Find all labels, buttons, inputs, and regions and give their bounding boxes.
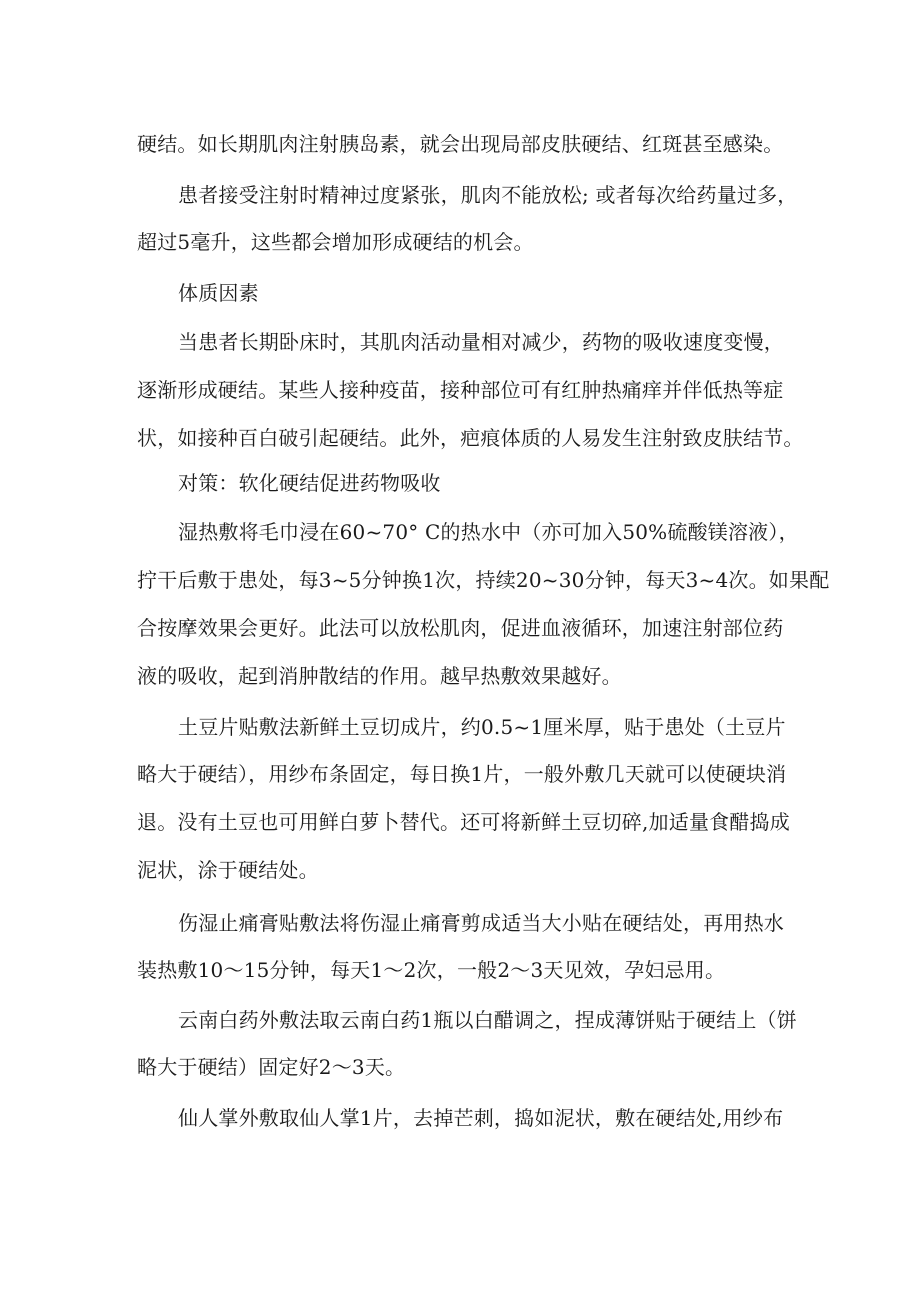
text-line: 硬结。如长期肌肉注射胰岛素，就会出现局部皮肤硬结、红斑甚至感染。 <box>137 132 784 156</box>
text-line: 仙人掌外敷取仙人掌1片，去掉芒刺，捣如泥状，敷在硬结处,用纱布 <box>178 1106 784 1130</box>
section-heading: 体质因素 <box>178 281 259 305</box>
text-line: 湿热敷将毛巾浸在60~70° C的热水中（亦可加入50%硫酸镁溶液）， <box>178 520 799 544</box>
text-line: 状，如接种百白破引起硬结。此外，疤痕体质的人易发生注射致皮肤结节。 <box>137 426 804 450</box>
text-line: 伤湿止痛膏贴敷法将伤湿止痛膏剪成适当大小贴在硬结处，再用热水 <box>178 911 784 935</box>
text-line: 云南白药外敷法取云南白药1瓶以白醋调之，捏成薄饼贴于硬结上（饼 <box>178 1008 797 1032</box>
text-line: 合按摩效果会更好。此法可以放松肌肉，促进血液循环，加速注射部位药 <box>137 616 784 640</box>
text-line: 泥状，涂于硬结处。 <box>137 858 319 882</box>
text-line: 液的吸收，起到消肿散结的作用。越早热敷效果越好。 <box>137 664 622 688</box>
text-line: 略大于硬结），用纱布条固定，每日换1片，一般外敷几天就可以使硬块消 <box>137 762 787 786</box>
text-line: 退。没有土豆也可用鲜白萝卜替代。还可将新鲜土豆切碎,加适量食醋捣成 <box>137 810 790 834</box>
section-heading: 对策：软化硬结促进药物吸收 <box>178 471 441 495</box>
text-line: 土豆片贴敷法新鲜土豆切成片，约0.5~1厘米厚，贴于患处（土豆片 <box>178 715 786 739</box>
text-line: 患者接受注射时精神过度紧张，肌肉不能放松; 或者每次给药量过多， <box>178 183 798 207</box>
text-line: 超过5毫升，这些都会增加形成硬结的机会。 <box>137 230 534 254</box>
text-line: 装热敷10～15分钟，每天1～2次，一般2～3天见效，孕妇忌用。 <box>137 958 726 982</box>
text-line: 逐渐形成硬结。某些人接种疫苗，接种部位可有红肿热痛痒并伴低热等症 <box>137 378 784 402</box>
text-line: 当患者长期卧床时，其肌肉活动量相对减少，药物的吸收速度变慢， <box>178 330 784 354</box>
text-line: 拧干后敷于患处，每3~5分钟换1次，持续20~30分钟，每天3~4次。如果配 <box>137 568 830 592</box>
text-line: 略大于硬结）固定好2～3天。 <box>137 1055 406 1079</box>
